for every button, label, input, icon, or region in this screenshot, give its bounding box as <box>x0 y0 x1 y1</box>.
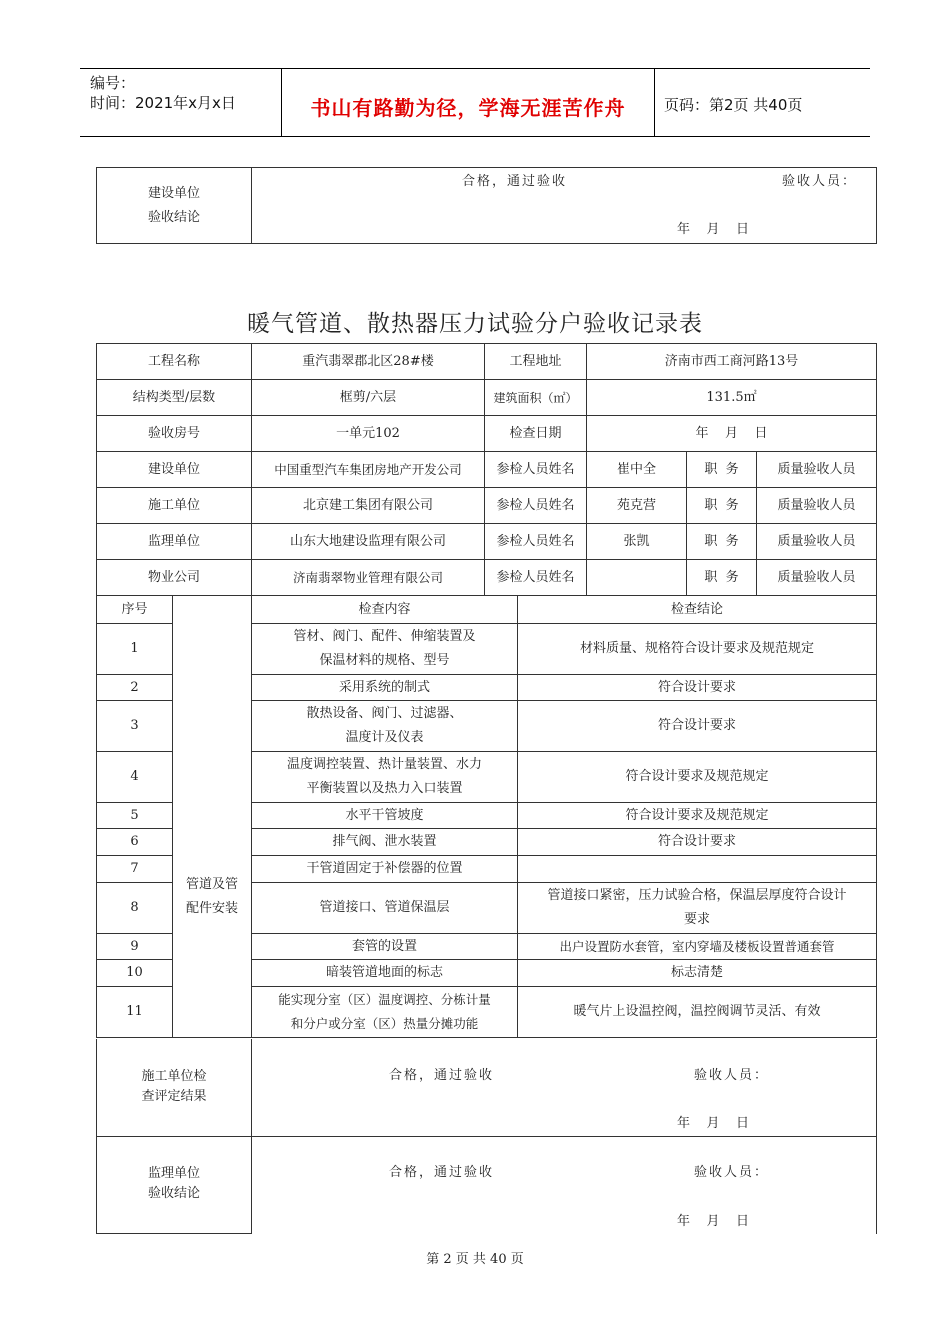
construction-result-box <box>96 1039 877 1137</box>
category-cell <box>173 596 252 1038</box>
check-content: 采用系统的制式 <box>252 675 518 701</box>
check-seq: 9 <box>97 934 173 960</box>
party-duty: 质量验收人员 <box>757 560 877 596</box>
party-company: 山东大地建设监理有限公司 <box>252 524 485 560</box>
check-conclusion: 材料质量、规格符合设计要求及规范规定 <box>518 624 877 675</box>
check-conclusion: 符合设计要求 <box>518 675 877 701</box>
construction-date: 年 月 日 <box>677 1116 750 1131</box>
check-seq: 10 <box>97 960 173 987</box>
construction-inspector: 验收人员： <box>694 1068 770 1083</box>
check-seq: 11 <box>97 987 173 1038</box>
check-seq: 2 <box>97 675 173 701</box>
project-name: 重汽翡翠郡北区28#楼 <box>252 344 485 380</box>
supervision-inspector: 验收人员： <box>694 1165 770 1180</box>
party-duty-label: 职 务 <box>687 560 757 596</box>
divider <box>97 1233 252 1234</box>
supervision-result-box <box>96 1136 877 1234</box>
check-seq: 8 <box>97 883 173 934</box>
header-bottom-rule <box>80 136 870 137</box>
page-title: 暖气管道、散热器压力试验分户验收记录表 <box>247 311 703 337</box>
party-inspector-name <box>587 560 687 596</box>
divider <box>251 1039 252 1136</box>
party-role: 建设单位 <box>97 452 252 488</box>
check-content: 能实现分室（区）温度调控、分栋计量 和分户或分室（区）热量分摊功能 <box>252 987 518 1038</box>
construction-result: 合格，通过验收 <box>389 1068 495 1083</box>
party-company: 济南翡翠物业管理有限公司 <box>252 560 485 596</box>
category-label: 管道及管 配件安装 <box>185 876 238 916</box>
page-footer: 第 2 页 共 40 页 <box>426 1252 524 1267</box>
top-box-result: 合格，通过验收 <box>462 174 568 189</box>
check-conclusion: 标志清楚 <box>518 960 877 987</box>
top-box-label: 建设单位 验收结论 <box>97 168 252 244</box>
party-row <box>97 524 877 560</box>
supervision-result-label: 监理单位 验收结论 <box>147 1166 200 1201</box>
area: 131.5㎡ <box>587 380 877 416</box>
checks-table <box>96 595 877 1038</box>
supervision-date: 年 月 日 <box>677 1214 750 1229</box>
header-motto: 书山有路勤为径，学海无涯苦作舟 <box>310 96 626 120</box>
party-duty: 质量验收人员 <box>757 488 877 524</box>
document-number-label: 编号： <box>90 74 136 92</box>
party-company: 北京建工集团有限公司 <box>252 488 485 524</box>
party-inspector-name: 张凯 <box>587 524 687 560</box>
check-content: 水平干管坡度 <box>252 803 518 829</box>
party-row <box>97 452 877 488</box>
party-inspector-label: 参检人员姓名 <box>485 488 587 524</box>
check-date: 年 月 日 <box>587 416 877 452</box>
check-date-label: 检查日期 <box>485 416 587 452</box>
party-duty-label: 职 务 <box>687 452 757 488</box>
check-conclusion <box>518 856 877 883</box>
address-label: 工程地址 <box>485 344 587 380</box>
content-header: 检查内容 <box>252 596 518 624</box>
check-conclusion: 暖气片上设温控阀，温控阀调节灵活、有效 <box>518 987 877 1038</box>
check-conclusion: 符合设计要求及规范规定 <box>518 752 877 803</box>
check-conclusion: 管道接口紧密，压力试验合格，保温层厚度符合设计 要求 <box>518 883 877 934</box>
structure-label: 结构类型/层数 <box>97 380 252 416</box>
check-conclusion: 符合设计要求及规范规定 <box>518 803 877 829</box>
divider <box>251 1136 252 1234</box>
address: 济南市西工商河路13号 <box>587 344 877 380</box>
party-role: 施工单位 <box>97 488 252 524</box>
seq-header: 序号 <box>97 596 173 624</box>
check-content: 散热设备、阀门、过滤器、 温度计及仪表 <box>252 701 518 752</box>
info-table <box>96 343 877 596</box>
check-seq: 6 <box>97 829 173 856</box>
header-top-rule <box>80 68 870 69</box>
party-role: 监理单位 <box>97 524 252 560</box>
check-conclusion: 符合设计要求 <box>518 829 877 856</box>
party-duty-label: 职 务 <box>687 488 757 524</box>
party-inspector-name: 崔中全 <box>587 452 687 488</box>
check-content: 温度调控装置、热计量装置、水力 平衡装置以及热力入口装置 <box>252 752 518 803</box>
checks-header-row <box>97 596 877 624</box>
conclusion-header: 检查结论 <box>518 596 877 624</box>
party-inspector-label: 参检人员姓名 <box>485 452 587 488</box>
top-acceptance-box <box>96 167 877 244</box>
check-content: 管道接口、管道保温层 <box>252 883 518 934</box>
check-content: 暗装管道地面的标志 <box>252 960 518 987</box>
party-inspector-label: 参检人员姓名 <box>485 524 587 560</box>
check-content: 排气阀、泄水装置 <box>252 829 518 856</box>
area-label: 建筑面积（㎡） <box>485 380 587 416</box>
party-row <box>97 560 877 596</box>
header-divider <box>654 68 655 136</box>
document-time-label: 时间：2021年x月x日 <box>90 94 236 112</box>
check-seq: 7 <box>97 856 173 883</box>
check-seq: 5 <box>97 803 173 829</box>
check-seq: 1 <box>97 624 173 675</box>
party-duty: 质量验收人员 <box>757 524 877 560</box>
check-content: 套管的设置 <box>252 934 518 960</box>
party-inspector-name: 苑克营 <box>587 488 687 524</box>
check-conclusion: 符合设计要求 <box>518 701 877 752</box>
check-seq: 4 <box>97 752 173 803</box>
room: 一单元102 <box>252 416 485 452</box>
party-duty-label: 职 务 <box>687 524 757 560</box>
party-row <box>97 488 877 524</box>
check-content: 管材、阀门、配件、伸缩装置及 保温材料的规格、型号 <box>252 624 518 675</box>
room-label: 验收房号 <box>97 416 252 452</box>
structure: 框剪/六层 <box>252 380 485 416</box>
party-duty: 质量验收人员 <box>757 452 877 488</box>
supervision-result: 合格，通过验收 <box>389 1165 495 1180</box>
top-box-date: 年 月 日 <box>677 222 750 237</box>
check-content: 干管道固定于补偿器的位置 <box>252 856 518 883</box>
party-inspector-label: 参检人员姓名 <box>485 560 587 596</box>
construction-result-label: 施工单位检 查评定结果 <box>141 1069 207 1104</box>
check-seq: 3 <box>97 701 173 752</box>
party-company: 中国重型汽车集团房地产开发公司 <box>252 452 485 488</box>
page-indicator: 页码：第2页 共40页 <box>664 96 803 114</box>
project-name-label: 工程名称 <box>97 344 252 380</box>
party-role: 物业公司 <box>97 560 252 596</box>
top-box-inspector: 验收人员： <box>782 174 858 189</box>
check-conclusion: 出户设置防水套管，室内穿墙及楼板设置普通套管 <box>518 934 877 960</box>
top-box-content <box>252 168 877 244</box>
